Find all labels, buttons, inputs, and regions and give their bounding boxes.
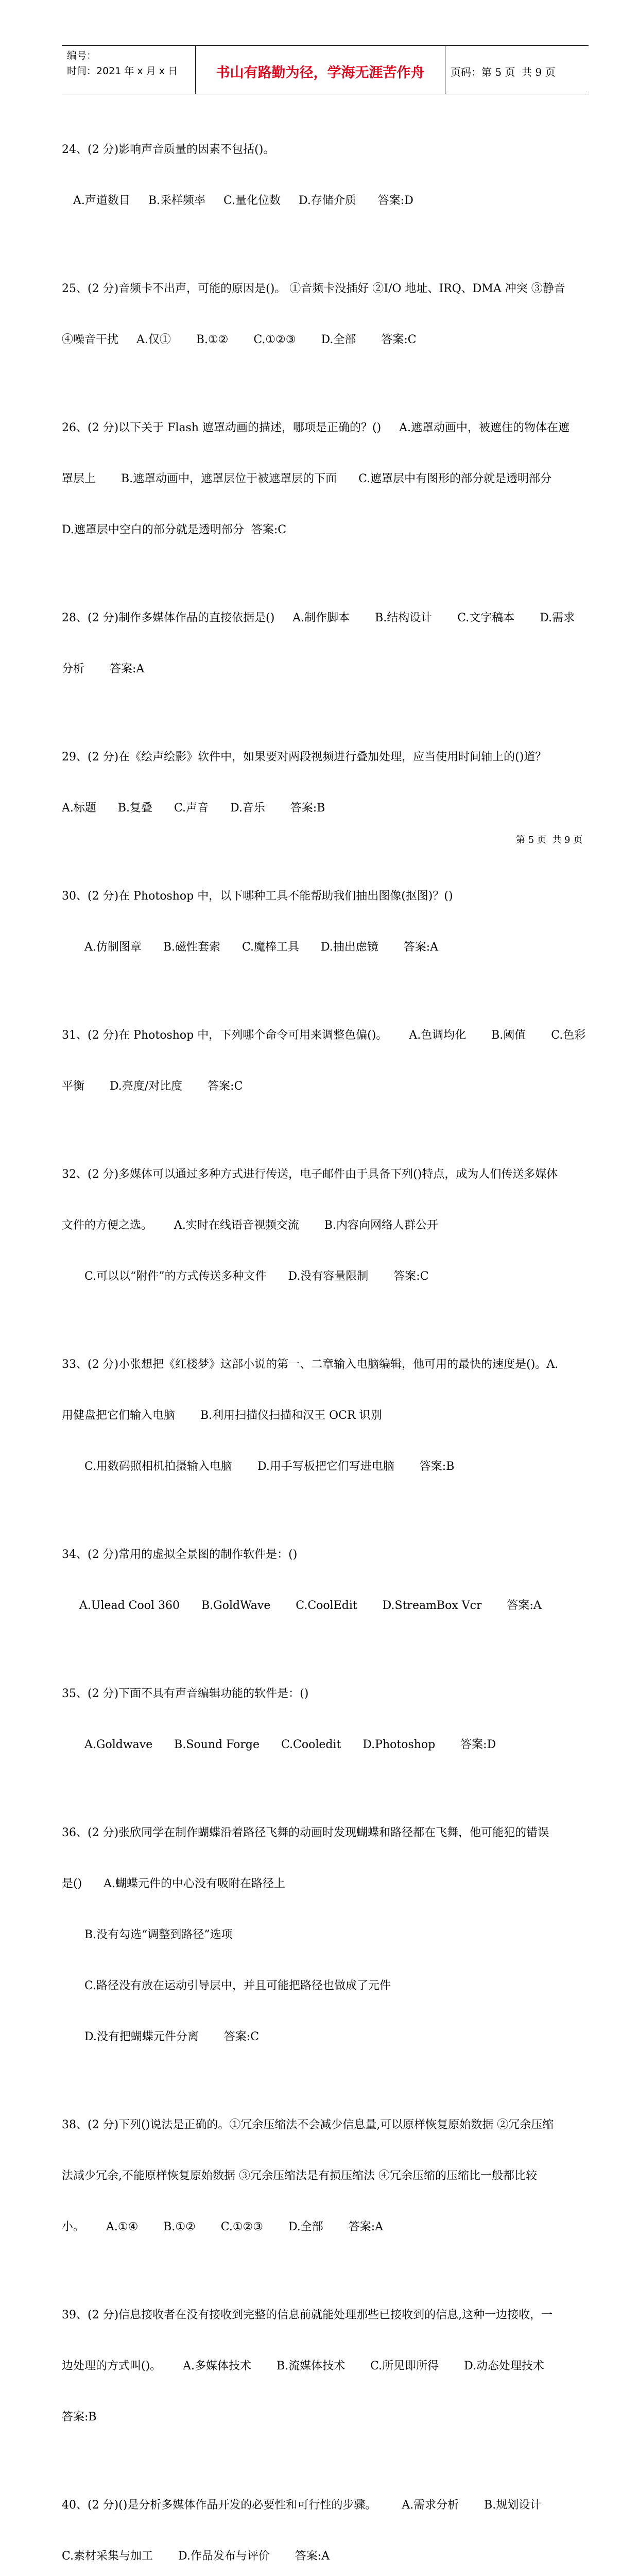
question-text: 34、(2 分)常用的虚拟全景图的制作软件是：()	[62, 1548, 298, 1561]
question-35	[62, 1651, 592, 1787]
question-text: 31、(2 分)在 Photoshop 中，下列哪个命令可用来调整色偏()。 A.色调均化 B.阈值 C.色彩	[62, 1029, 586, 1042]
document-time: 时间：2021 年 x 月 x 日	[67, 65, 178, 77]
question-options: A.Goldwave B.Sound Forge C.Cooledit D.Photoshop 答案:D	[84, 1738, 496, 1751]
question-text: 28、(2 分)制作多媒体作品的直接依据是() A.制作脚本 B.结构设计 C.文字稿本 D.需求	[62, 612, 575, 624]
header-motto: 书山有路勤为径，学海无涯苦作舟	[216, 65, 425, 81]
question-39	[62, 2273, 592, 2460]
question-text: 39、(2 分)信息接收者在没有接收到完整的信息前就能处理那些已接收到的信息,这种一边接收，一	[62, 2309, 553, 2321]
question-options: C.用数码照相机拍摄输入电脑 D.用手写板把它们写进电脑 答案:B	[84, 1460, 455, 1473]
question-text: 文件的方便之选。 A.实时在线语音视频交流 B.内容向网络人群公开	[62, 1219, 438, 1232]
question-text: 38、(2 分)下列()说法是正确的。①冗余压缩法不会减少信息量,可以原样恢复原始数据 ②冗余压缩	[62, 2119, 554, 2131]
question-24	[62, 107, 592, 243]
question-options: A.仿制图章 B.磁性套索 C.魔棒工具 D.抽出虑镜 答案:A	[84, 941, 439, 954]
question-25	[62, 246, 592, 382]
question-36	[62, 1790, 592, 2079]
question-32	[62, 1132, 592, 1319]
question-text: 36、(2 分)张欣同学在制作蝴蝶沿着路径飞舞的动画时发现蝴蝶和路径都在飞舞，他可能犯的错误	[62, 1826, 549, 1839]
question-29	[62, 715, 592, 851]
question-30	[62, 854, 592, 990]
question-33	[62, 1322, 592, 1509]
question-text: 30、(2 分)在 Photoshop 中，以下哪种工具不能帮助我们抽出图像(抠图)？()	[62, 890, 453, 903]
question-options: 平衡 D.亮度/对比度 答案:C	[62, 1080, 243, 1093]
document-number-label: 编号：	[67, 50, 97, 61]
question-options: C.路径没有放在运动引导层中，并且可能把路径也做成了元件	[84, 1979, 391, 1992]
page-footer: 第 5 页 共 9 页	[516, 835, 583, 845]
page-header	[62, 45, 589, 94]
question-options: C.素材采集与加工 D.作品发布与评价 答案:A	[62, 2550, 330, 2563]
question-options: A.声道数目 B.采样频率 C.量化位数 D.存储介质 答案:D	[73, 194, 413, 207]
question-options: 分析 答案:A	[62, 663, 145, 675]
question-options: A.Ulead Cool 360 B.GoldWave C.CoolEdit D.StreamBox Vcr 答案:A	[79, 1599, 542, 1612]
question-text: 40、(2 分)()是分析多媒体作品开发的必要性和可行性的步骤。 A.需求分析 B.规划设计	[62, 2499, 542, 2512]
question-text: 25、(2 分)音频卡不出声，可能的原因是()。 ①音频卡没插好 ②I/O 地址、IRQ、DMA 冲突 ③静音	[62, 282, 565, 295]
question-text: 是() A.蝴蝶元件的中心没有吸附在路径上	[62, 1877, 286, 1890]
question-options: D.没有把蝴蝶元件分离 答案:C	[84, 2030, 260, 2043]
question-text: 32、(2 分)多媒体可以通过多种方式进行传送，电子邮件由于具备下列()特点，成为人们传送多媒体	[62, 1168, 558, 1181]
question-text: 26、(2 分)以下关于 Flash 遮罩动画的描述，哪项是正确的？() A.遮罩动画中，被遮住的物体在遮	[62, 421, 570, 434]
question-options: A.标题 B.复叠 C.声音 D.音乐 答案:B	[62, 802, 325, 815]
question-options: 小。 A.①④ B.①② C.①②③ D.全部 答案:A	[62, 2221, 384, 2233]
question-options: B.没有勾选“调整到路径”选项	[84, 1928, 233, 1941]
question-text: 29、(2 分)在《绘声绘影》软件中，如果要对两段视频进行叠加处理，应当使用时间轴上的()道？	[62, 751, 547, 764]
question-text: 33、(2 分)小张想把《红楼梦》这部小说的第一、二章输入电脑编辑，他可用的最快的速度是()。A.	[62, 1358, 559, 1371]
question-40	[62, 2463, 592, 2576]
question-text: 用健盘把它们输入电脑 B.利用扫描仪扫描和汉王 OCR 识别	[62, 1409, 382, 1422]
question-text: 边处理的方式叫()。 A.多媒体技术 B.流媒体技术 C.所见即所得 D.动态处理技术	[62, 2360, 544, 2372]
question-38	[62, 2082, 592, 2269]
question-26	[62, 385, 592, 572]
question-34	[62, 1512, 592, 1648]
question-list	[62, 107, 592, 2576]
question-answer: 答案:B	[62, 2411, 97, 2424]
header-page-info: 页码：第 5 页 共 9 页	[451, 66, 556, 78]
header-meta	[67, 48, 196, 79]
question-text: 24、(2 分)影响声音质量的因素不包括()。	[62, 143, 275, 156]
question-options: ④噪音干扰 A.仅① B.①② C.①②③ D.全部 答案:C	[62, 333, 417, 346]
question-28	[62, 575, 592, 711]
question-text: 罩层上 B.遮罩动画中，遮罩层位于被遮罩层的下面 C.遮罩层中有图形的部分就是透明部分	[62, 472, 552, 485]
question-options: C.可以以“附件”的方式传送多种文件 D.没有容量限制 答案:C	[84, 1270, 429, 1283]
question-text: 法减少冗余,不能原样恢复原始数据 ③冗余压缩法是有损压缩法 ④冗余压缩的压缩比一般都比较	[62, 2170, 537, 2182]
question-31	[62, 993, 592, 1129]
question-text: 35、(2 分)下面不具有声音编辑功能的软件是：()	[62, 1687, 309, 1700]
question-options: D.遮罩层中空白的部分就是透明部分 答案:C	[62, 523, 287, 536]
